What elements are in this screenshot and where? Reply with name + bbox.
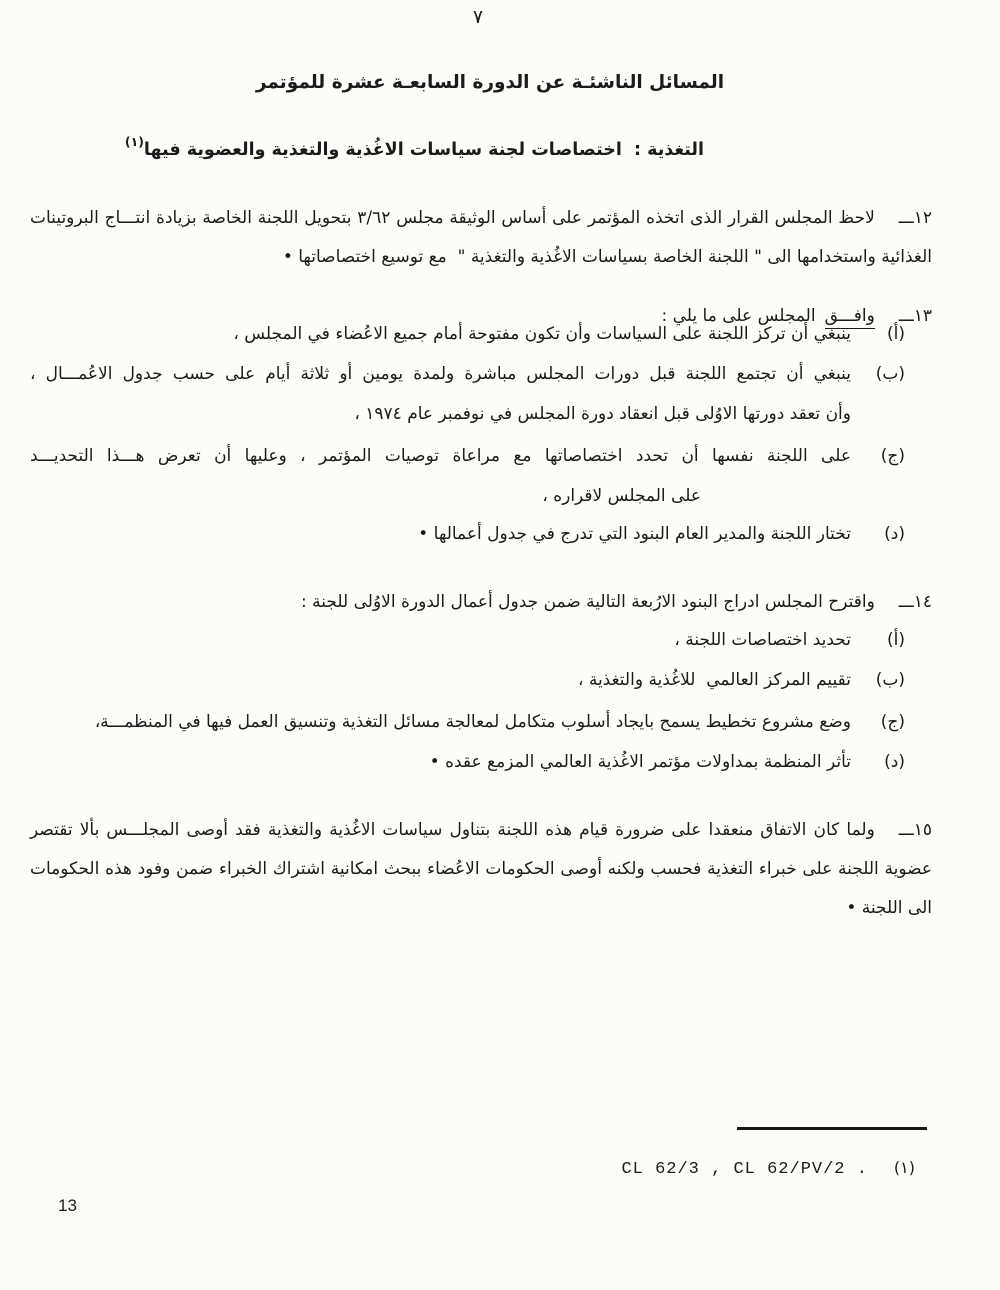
list-item-13-b [30, 354, 905, 434]
paragraph-15-text: ولما كان الاتفاق منعقدا على ضرورة قيام هذه اللجنة بتناول سياسات الاغُذية والتغذية فقد أوصى المجلـــس بألا تقتصر عضوية اللجنة على خبراء التغذية فحسب ولكنه أوصى الحكومات الاعُضاء ببحث امكانية اشتراك الخبراء ضمن وفود هذه الحكومات الى اللجنة • [30, 820, 932, 918]
paragraph-12 [30, 199, 932, 277]
item-marker: (أ) [887, 324, 905, 344]
item-text: وضع مشروع تخطيط يسمح بايجاد أسلوب متكامل لمعالجة مسائل التغذية وتنسيق العمل فيها في المنظمـــة، [94, 712, 851, 732]
item-marker: (د) [884, 524, 905, 544]
document-title-block [0, 72, 1000, 93]
footnote [621, 1158, 915, 1179]
list-item-14-c [30, 702, 905, 742]
document-title [256, 72, 724, 93]
item-text: ينبغي أن تركز اللجنة على السياسات وأن تكون مفتوحة أمام جميع الاعُضاء في المجلس ، [233, 324, 851, 344]
paragraph-13-text: المجلس على ما يلي : [661, 306, 816, 326]
item-text: تقييم المركز العالمي للاغُذية والتغذية ، [577, 670, 851, 690]
page-number-bottom: 13 [58, 1196, 77, 1215]
paragraph-12-number: ١٢ـــ [898, 208, 932, 228]
section-heading-text: التغذية : اختصاصات لجنة سياسات الاغُذية والتغذية والعضوية فيها [143, 140, 704, 160]
item-text [30, 354, 851, 434]
item-text: تحديد اختصاصات اللجنة ، [674, 630, 851, 650]
item-text-line-1: ينبغي أن تجتمع اللجنة قبل دورات المجلس مباشرة ولمدة يومين أو ثلاثة أيام على حسب جدول الاعُمـــال ، [30, 364, 851, 384]
list-item-14-d [30, 742, 905, 782]
section-heading-block [125, 124, 704, 168]
document-title-text: المسائل الناشئـة عن الدورة السابعـة عشرة للمؤتمر [255, 72, 725, 93]
list-item-13-c [30, 436, 905, 516]
item-text-line-2: وأن تعقد دورتها الاوُلى قبل انعقاد دورة المجلس في نوفمبر عام ١٩٧٤ ، [354, 404, 851, 424]
paragraph-13-underlined-word: وافـــق [825, 306, 875, 329]
item-text-line-1: على اللجنة نفسها أن تحدد اختصاصاتها مع مراعاة توصيات المؤتمر ، وعليها أن تعرض هـــذا التحديـــد [30, 446, 851, 466]
list-item-14-a [30, 620, 905, 660]
item-marker: (د) [884, 752, 905, 772]
footnote-reference-superscript: (١) [124, 134, 144, 149]
footnote-divider-line [737, 1127, 927, 1130]
item-text: تختار اللجنة والمدير العام البنود التي تدرج في جدول أعمالها • [418, 524, 851, 544]
list-item-14-b [30, 660, 905, 700]
paragraph-15-number: ١٥ـــ [898, 820, 932, 840]
footnote-marker: (١) [893, 1158, 915, 1177]
paragraph-14-number: ١٤ـــ [898, 592, 932, 612]
item-text-line-2: على المجلس لاقراره ، [542, 486, 701, 506]
footnote-document-references: CL 62/3 , CL 62/PV/2 . [621, 1160, 868, 1179]
item-marker: (أ) [887, 630, 905, 650]
page-number-top: ٧ [472, 6, 484, 28]
section-heading [124, 134, 704, 160]
item-marker: (ج) [880, 712, 905, 732]
list-item-13-d [30, 514, 905, 554]
item-marker: (ب) [875, 670, 905, 690]
paragraph-14 [30, 583, 932, 622]
paragraph-15 [30, 811, 932, 928]
paragraph-12-text: لاحظ المجلس القرار الذى اتخذه المؤتمر على أساس الوثيقة مجلس ٣/٦٢ بتحويل اللجنة الخاصة بزيادة انتـــاج البروتينات الغذائية واستخدامها الى " اللجنة الخاصة بسياسات الاغُذية والتغذية " مع توسيع اختصاصاتها • [30, 208, 932, 267]
item-text: تأثر المنظمة بمداولات مؤتمر الاغُذية العالمي المزمع عقده • [429, 752, 851, 772]
list-item-13-a [30, 314, 905, 354]
paragraph-14-text: واقترح المجلس ادراج البنود الارُبعة التالية ضمن جدول أعمال الدورة الاوُلى للجنة : [301, 592, 875, 612]
item-marker: (ج) [880, 446, 905, 466]
item-text [30, 436, 851, 516]
item-marker: (ب) [875, 364, 905, 384]
paragraph-13-number: ١٣ـــ [898, 306, 932, 326]
